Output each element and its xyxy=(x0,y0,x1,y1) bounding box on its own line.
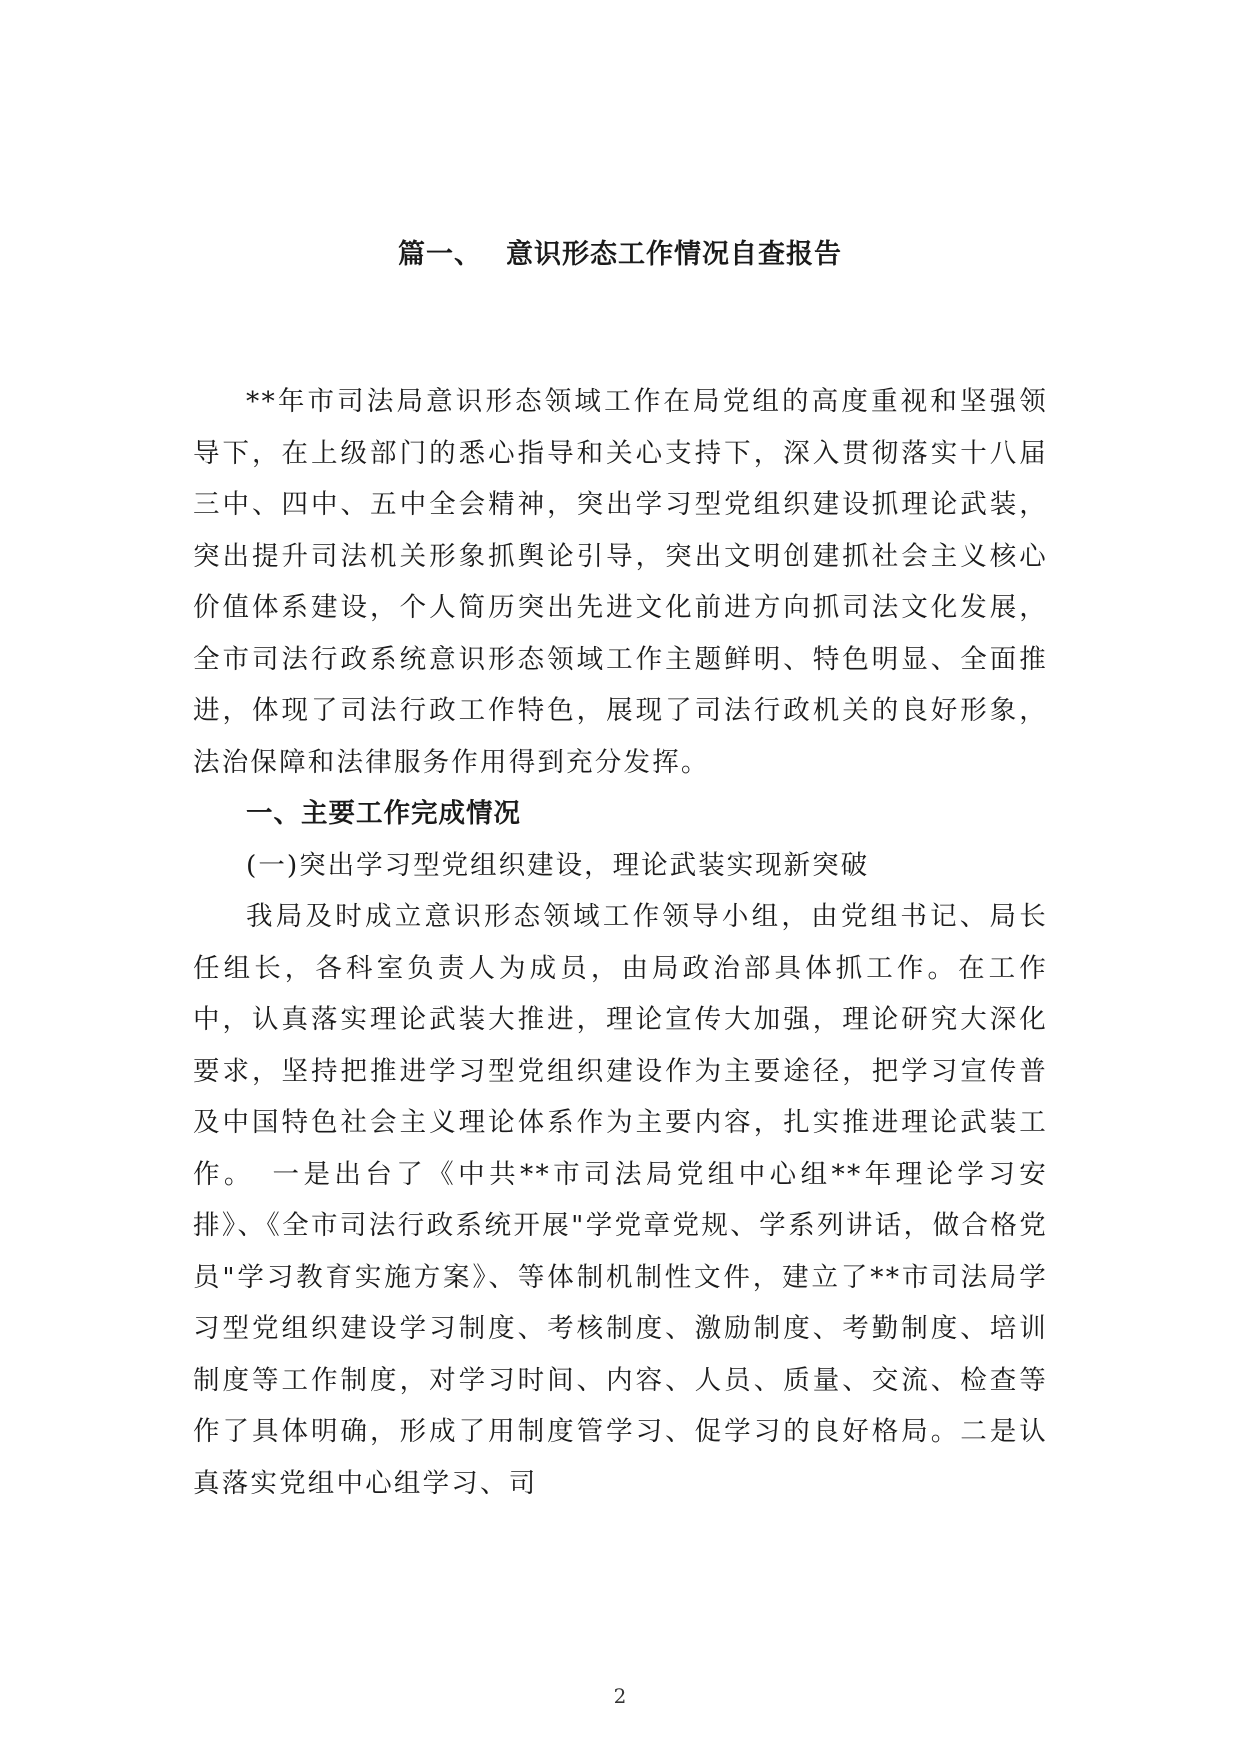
intro-paragraph: **年市司法局意识形态领域工作在局党组的高度重视和坚强领导下，在上级部门的悉心指导和关心支持下，深入贯彻落实十八届三中、四中、五中全会精神，突出学习型党组织建设抓理论武装，突出提升司法机关形象抓舆论引导，突出文明创建抓社会主义核心价值体系建设，个人简历突出先进文化前进方向抓司法文化发展，全市司法行政系统意识形态领域工作主题鲜明、特色明显、全面推进，体现了司法行政工作特色，展现了司法行政机关的良好形象，法治保障和法律服务作用得到充分发挥。 xyxy=(193,386,1048,778)
subsection-heading: (一)突出学习型党组织建设，理论武装实现新突破 xyxy=(246,849,870,881)
document-body xyxy=(193,376,1048,1509)
page-number: 2 xyxy=(613,1684,627,1708)
body-paragraph: 我局及时成立意识形态领域工作领导小组，由党组书记、局长任组长，各科室负责人为成员，由局政治部具体抓工作。在工作中，认真落实理论武装大推进，理论宣传大加强，理论研究大深化要求，坚持把推进学习型党组织建设作为主要途径，把学习宣传普及中国特色社会主义理论体系作为主要内容，扎实推进理论武装工作。 一是出台了《中共**市司法局党组中心组**年理论学习安排》、《全市司法行政系统开展"学党章党规、学系列讲话，做合格党员"学习教育实施方案》、等体制机制性文件，建立了**市司法局学习型党组织建设学习制度、考核制度、激励制度、考勤制度、培训制度等工作制度，对学习时间、内容、人员、质量、交流、检查等作了具体明确，形成了用制度管学习、促学习的良好格局。二是认真落实党组中心组学习、司 xyxy=(193,901,1048,1499)
document-title xyxy=(0,232,1240,271)
title-prefix: 篇一、 xyxy=(398,239,482,270)
section-heading: 一、主要工作完成情况 xyxy=(246,798,521,829)
title-main: 意识形态工作情况自查报告 xyxy=(506,239,842,270)
